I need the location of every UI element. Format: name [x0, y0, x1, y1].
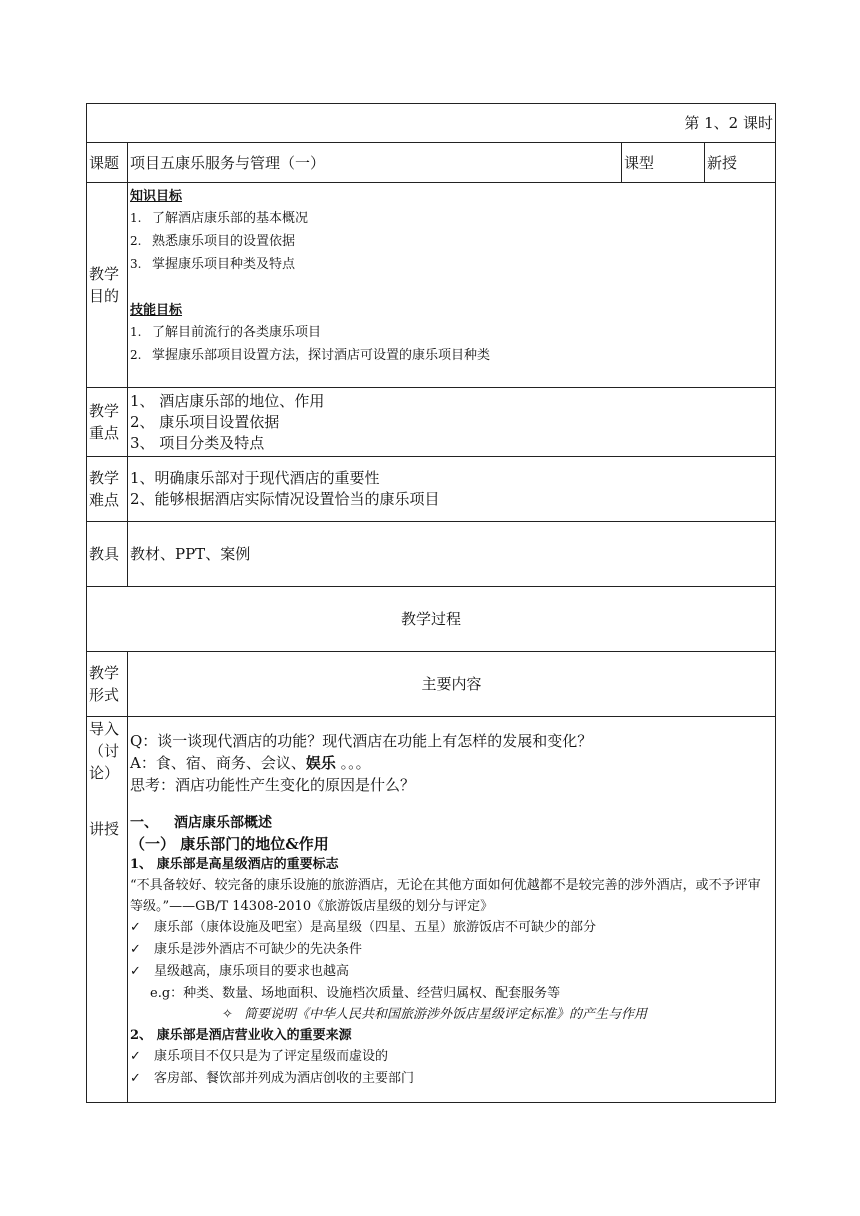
lecture-form-label: 讲授	[89, 820, 120, 838]
check-item: ✓ 星级越高，康乐项目的要求也越高	[130, 961, 773, 983]
topic-row	[87, 143, 776, 183]
diamond-note: ✧ 简要说明《中华人民共和国旅游涉外饭店星级评定标准》的产生与作用	[130, 1004, 773, 1025]
form-row	[87, 652, 776, 717]
point-heading-2: 2、 康乐部是酒店营业收入的重要来源	[130, 1027, 352, 1043]
discussion-answer: A：食、宿、商务、会议、娱乐 。。。	[130, 753, 371, 772]
example-line: e.g：种类、数量、场地面积、设施档次质量、经营归属权、配套服务等	[150, 985, 561, 1001]
check-icon: ✓	[130, 941, 141, 957]
check-icon: ✓	[130, 1048, 141, 1064]
period-cell: 第 1、2 课时	[87, 104, 776, 143]
point-heading-1: 1、 康乐部是高星级酒店的重要标志	[130, 856, 339, 872]
main-content-cell	[128, 717, 776, 1103]
lesson-plan-table	[86, 103, 776, 1103]
form-label: 教学形式	[87, 652, 128, 717]
difficulty-item: 1、明确康乐部对于现代酒店的重要性	[130, 469, 380, 487]
objectives-label: 教学目的	[87, 183, 128, 388]
tools-row	[87, 522, 776, 587]
discussion-think: 思考：酒店功能性产生变化的原因是什么？	[130, 775, 416, 794]
check-item: ✓ 客房部、餐饮部并列成为酒店创收的主要部门	[130, 1068, 773, 1090]
main-content-row	[87, 717, 776, 1103]
key-points-label: 教学重点	[87, 388, 128, 457]
skill-title: 技能目标	[130, 303, 183, 318]
knowledge-item: 2. 熟悉康乐项目的设置依据	[130, 234, 296, 249]
knowledge-item: 3. 掌握康乐项目种类及特点	[130, 257, 296, 272]
diamond-icon: ✧	[222, 1006, 233, 1022]
teaching-form-cell	[87, 717, 128, 1103]
difficulties-row	[87, 457, 776, 522]
difficulty-item: 2、能够根据酒店实际情况设置恰当的康乐项目	[130, 490, 440, 508]
type-value: 新授	[705, 143, 776, 183]
difficulties-content	[128, 457, 776, 522]
type-label: 课型	[622, 143, 705, 183]
intro-form-label: 导入（讨论）	[89, 720, 120, 782]
content-label: 主要内容	[128, 652, 776, 717]
key-point-item: 2、 康乐项目设置依据	[130, 412, 280, 431]
check-icon: ✓	[130, 963, 141, 979]
tools-label: 教具	[87, 522, 128, 587]
objectives-content	[128, 183, 776, 388]
subsection-heading: （一） 康乐部门的地位&作用	[130, 834, 329, 853]
standard-quote: “不具备较好、较完备的康乐设施的旅游酒店，无论在其他方面如何优越都不是较完善的涉外酒店，或不予评审等级。”——GB/T 14308-2010《旅游饭店星级的划分与评定》	[130, 877, 761, 914]
difficulties-label: 教学难点	[87, 457, 128, 522]
skill-item: 2. 掌握康乐部项目设置方法，探讨酒店可设置的康乐项目种类	[130, 348, 491, 363]
key-points-row	[87, 388, 776, 457]
knowledge-title: 知识目标	[130, 189, 183, 204]
discussion-question: Q：谈一谈现代酒店的功能？现代酒店在功能上有怎样的发展和变化？	[130, 731, 593, 750]
key-point-item: 3、 项目分类及特点	[130, 433, 265, 452]
lesson-plan	[86, 103, 775, 1103]
check-item: ✓ 康乐是涉外酒店不可缺少的先决条件	[130, 939, 773, 961]
topic-value: 项目五康乐服务与管理（一）	[128, 143, 622, 183]
skill-item: 1. 了解目前流行的各类康乐项目	[130, 325, 322, 340]
topic-label: 课题	[87, 143, 128, 183]
check-item: ✓ 康乐部（康体设施及吧室）是高星级（四星、五星）旅游饭店不可缺少的部分	[130, 917, 773, 939]
period-row	[87, 104, 776, 143]
check-icon: ✓	[130, 919, 141, 935]
tools-value: 教材、PPT、案例	[128, 522, 776, 587]
process-row	[87, 587, 776, 652]
process-title: 教学过程	[87, 587, 776, 652]
check-item: ✓ 康乐项目不仅只是为了评定星级而虚设的	[130, 1046, 773, 1068]
key-point-item: 1、 酒店康乐部的地位、作用	[130, 391, 325, 410]
check-icon: ✓	[130, 1070, 141, 1086]
section-heading-1: 一、 酒店康乐部概述	[130, 814, 272, 831]
objectives-row	[87, 183, 776, 388]
key-points-content	[128, 388, 776, 457]
knowledge-item: 1. 了解酒店康乐部的基本概况	[130, 211, 309, 226]
